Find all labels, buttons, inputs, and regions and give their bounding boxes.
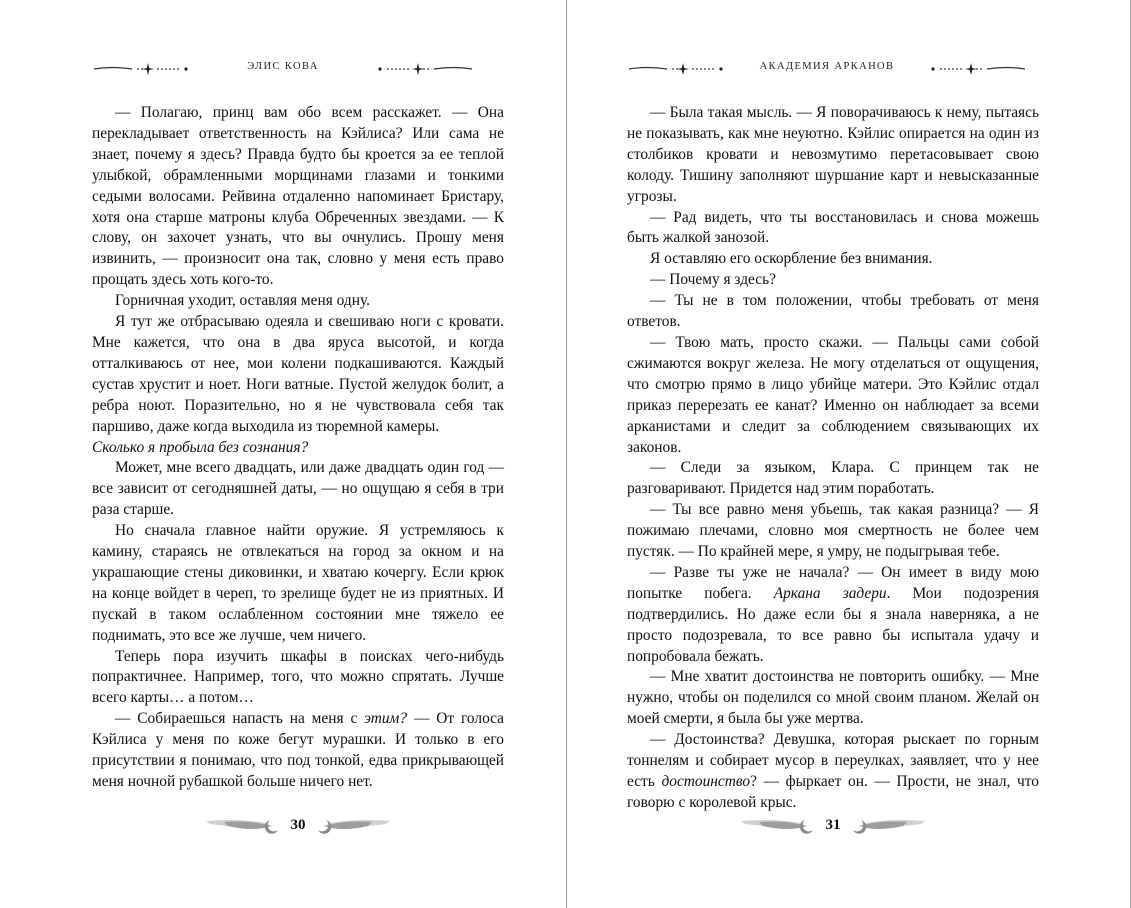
italic-run: этим? [364, 710, 408, 728]
paragraph [627, 103, 1039, 208]
text-run: Я оставляю его оскорбление без внимания. [650, 250, 933, 268]
left-page-footer [204, 808, 392, 844]
right-running-head [627, 59, 1027, 81]
paragraph [627, 270, 1039, 291]
text-run: — Ты все равно меня убьешь, так какая разница? — Я пожимаю плечами, словно моя смертность не более чем пустяк. — По крайней мере, я умру, не подыгрывая тебе. [627, 501, 1039, 561]
paragraph [627, 667, 1039, 730]
text-run: Горничная уходит, оставляя меня одну. [115, 292, 370, 310]
paragraph [92, 458, 504, 521]
right-page [567, 0, 1131, 908]
text-run: Я тут же отбрасываю одеяла и свешиваю ноги с кровати. Мне кажется, что она в два яруса высотой, и когда отталкиваюсь от нее, мои колени подкашиваются. Каждый сустав хрустит и ноет. Ноги ватные. Пустой желудок болит, а ребра ноют. Поразительно, но я не чувствовала себя так паршиво, даже когда выходила из тюремной камеры. [92, 313, 504, 435]
paragraph [627, 291, 1039, 333]
paragraph [627, 730, 1039, 814]
text-run: — Рад видеть, что ты восстановилась и снова можешь быть жалкой занозой. [627, 208, 1039, 247]
text-run: — Была такая мысль. — Я поворачиваюсь к нему, пытаясь не показывать, как мне неуютно. Кэйлис опирается на один из столбиков кровати и невозмутимо перетасовывает свою колоду. Тишину заполняют шуршание карт и невысказанные угрозы. [627, 104, 1039, 205]
text-run: — Достоинства? Девушка, которая рыскает по горным тоннелям и собирает мусор в переулках, заявляет, что у нее есть [627, 731, 1039, 790]
text-run: ? — фыркает он. — Прости, не знал, что говорю с королевой крыс. [627, 773, 1039, 811]
paragraph [92, 709, 504, 793]
text-run: — От голоса Кэйлиса у меня по коже бегут мурашки. И только в его присутствии я понимаю, что под тонкой, едва прикрывающей меня ночной рубашкой больше ничего нет. [92, 710, 504, 790]
text-run: — Разве ты уже не начала? — Он имеет в виду мою попытке побега. [627, 563, 1039, 602]
text-run: — Следи за языком, Клара. С принцем так не разговаривают. Придется над этим поработать. [627, 459, 1039, 498]
italic-run: Аркана задери [773, 584, 887, 602]
italic-run: достоинство [661, 773, 751, 790]
paragraph [627, 333, 1039, 458]
paragraph [92, 647, 504, 710]
text-run: Может, мне всего двадцать, или даже двадцать один год — все зависит от сегодняшней даты, — но ощущаю я себя в три раза старше. [92, 459, 504, 519]
paragraph [627, 208, 1039, 250]
text-run: — Полагаю, принц вам обо всем расскажет. — Она перекладывает ответственность на Кэйлиса? Или сама не знает, почему я здесь? Правда будто бы кроется за ее теплой улыбкой, обрамленными морщинами глазами и тонкими седыми волосами. Рейвина отдаленно напоминает Бристару, хотя она старше матроны клуба Обреченных звездами. — К слову, он захочет узнать, что вы очнулись. Прошу меня извинить, — произносит она так, словно у меня есть право прощать здесь хоть кого-то. [92, 104, 504, 289]
page-number: 30 [290, 817, 306, 833]
text-run: — Почему я здесь? [650, 271, 776, 289]
paragraph [92, 312, 504, 437]
italic-run: Сколько я пробыла без сознания? [92, 438, 309, 456]
paragraph [92, 521, 504, 646]
paragraph [627, 458, 1039, 500]
header-ornament-icon [362, 61, 474, 77]
text-run: — Мне хватит достоинства не повторить ошибку. — Мне нужно, чтобы он поделился со мной своим планом. Желай он моей смерти, я была бы уже мертва. [627, 668, 1039, 728]
text-run: . Мои подозрения подтвердились. Но даже если бы я знала наверняка, а не просто подозревала, то все равно бы испытала удачу и попробовала бежать. [627, 584, 1039, 665]
text-run: Но сначала главное найти оружие. Я устремляюсь к камину, стараясь не отвлекаться на город за окном и на украшающие стены диковинки, и хватаю кочергу. Если крюк на конце войдет в череп, то зрелище будет не из приятных. И пускай в таком ослабленном состоянии мне тяжело ее поднимать, это все же лучше, чем ничего. [92, 522, 504, 644]
paragraph [627, 500, 1039, 563]
paragraph [627, 563, 1039, 668]
running-head-title: ЭЛИС КОВА [247, 61, 319, 72]
left-page-body-text [92, 103, 504, 793]
paragraph [92, 103, 504, 291]
text-run: — Твою мать, просто скажи. — Пальцы сами собой сжимаются вокруг железа. Не могу отделаться от ощущения, что смотрю прямо в лицо убийце матери. Это Кэйлис отдал приказ перерезать ее канат? Именно он наблюдает за всеми арканистами и следит за соблюдением связывающих их законов. [627, 333, 1039, 456]
running-head-title: АКАДЕМИЯ АРКАНОВ [759, 61, 895, 72]
right-page-body-text [627, 103, 1039, 814]
paragraph [92, 291, 504, 312]
text-run: — Ты не в том положении, чтобы требовать от меня ответов. [627, 292, 1039, 331]
page-number: 31 [825, 817, 841, 833]
right-page-footer [739, 808, 927, 844]
header-ornament-icon [915, 61, 1027, 77]
text-run: — Собираешься напасть на меня с [115, 710, 365, 728]
paragraph [92, 438, 504, 459]
text-run: Теперь пора изучить шкафы в поисках чего-нибудь попрактичнее. Например, того, что можно спрятать. Лучше всего карты… а потом… [92, 647, 504, 707]
paragraph [627, 249, 1039, 270]
left-running-head [92, 59, 474, 81]
